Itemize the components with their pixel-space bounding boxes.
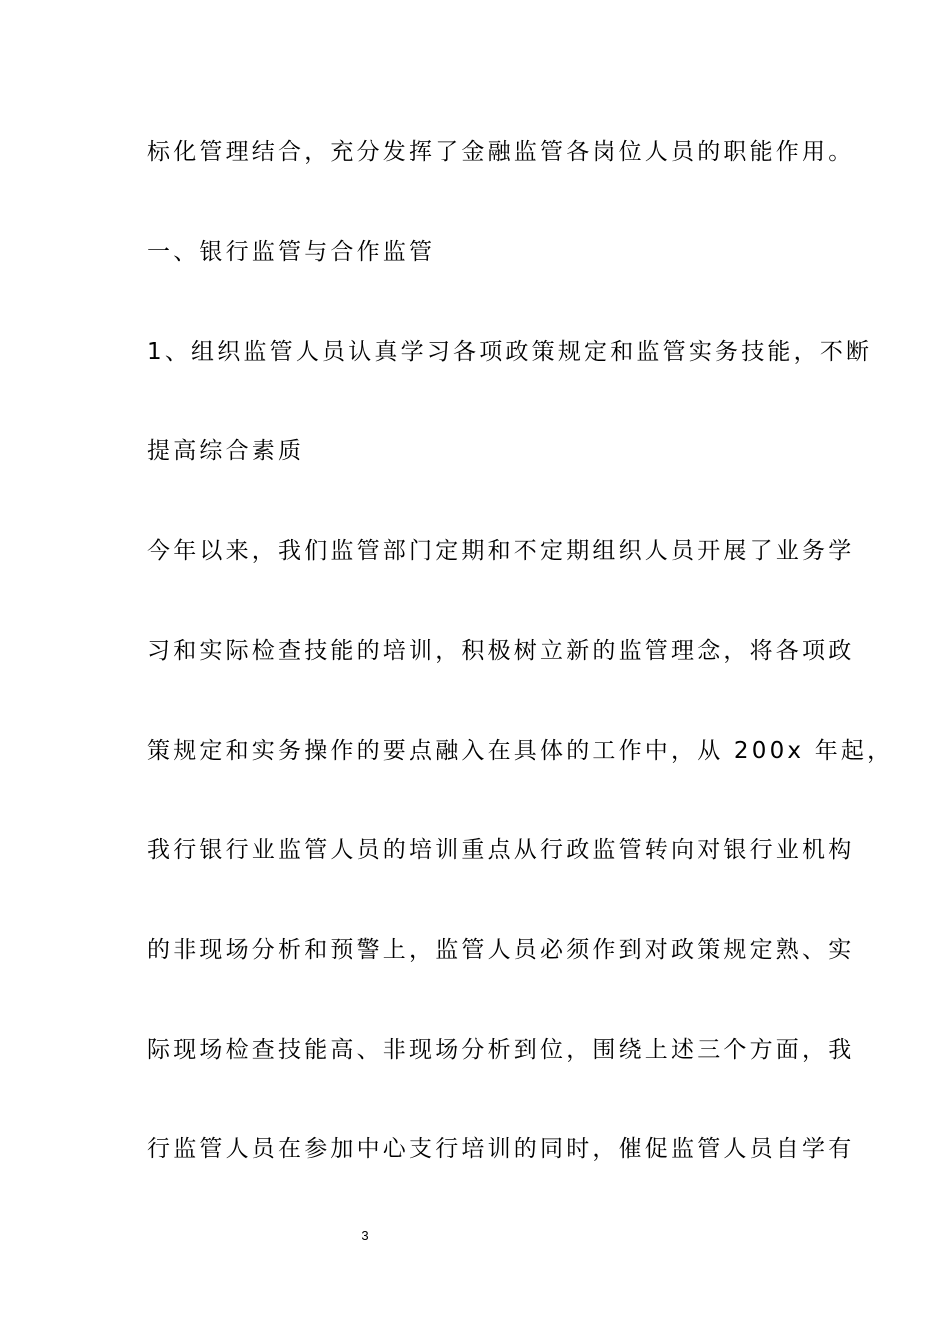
paragraph-line: 标化管理结合，充分发挥了金融监管各岗位人员的职能作用。 <box>147 139 855 165</box>
section-heading: 一、银行监管与合作监管 <box>147 239 436 265</box>
paragraph-line: 的非现场分析和预警上，监管人员必须作到对政策规定熟、实 <box>147 937 855 963</box>
paragraph-line: 习和实际检查技能的培训，积极树立新的监管理念，将各项政 <box>147 638 855 664</box>
subsection-heading-continued: 提高综合素质 <box>147 438 305 464</box>
page-number: 3 <box>361 1228 369 1243</box>
paragraph-line: 行监管人员在参加中心支行培训的同时，催促监管人员自学有 <box>147 1136 855 1162</box>
subsection-heading: 1、组织监管人员认真学习各项政策规定和监管实务技能，不断 <box>147 339 873 365</box>
paragraph-line: 今年以来，我们监管部门定期和不定期组织人员开展了业务学 <box>147 538 855 564</box>
paragraph-line: 我行银行业监管人员的培训重点从行政监管转向对银行业机构 <box>147 837 855 863</box>
paragraph-line: 策规定和实务操作的要点融入在具体的工作中，从 200x 年起， <box>147 738 894 764</box>
paragraph-line: 际现场检查技能高、非现场分析到位，围绕上述三个方面，我 <box>147 1037 855 1063</box>
